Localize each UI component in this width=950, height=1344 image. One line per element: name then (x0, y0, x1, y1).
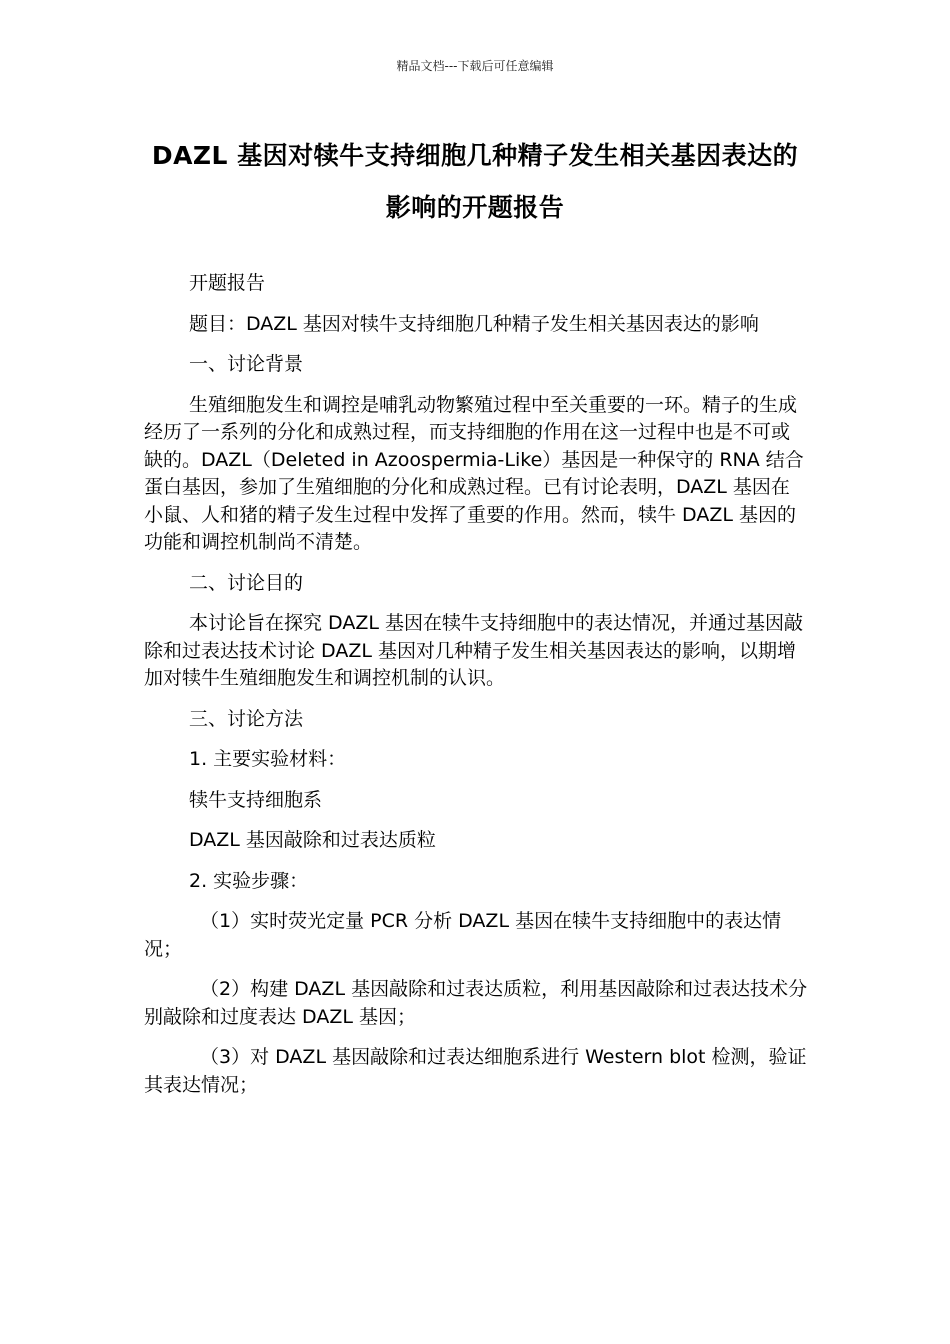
paragraph-topic: 题目：DAZL 基因对犊牛支持细胞几种精子发生相关基因表达的影响 (189, 312, 759, 335)
paragraph-material-cell-line: 犊牛支持细胞系 (189, 788, 323, 811)
document-body (144, 270, 808, 1112)
section-heading-background: 一、讨论背景 (189, 353, 304, 375)
document-title: DAZL 基因对犊牛支持细胞几种精子发生相关基因表达的影响的开题报告 (151, 141, 799, 222)
section-heading-methods: 三、讨论方法 (189, 707, 304, 730)
paragraph-purpose: 本讨论旨在探究 DAZL 基因在犊牛支持细胞中的表达情况，并通过基因敲除和过表达技术讨论 DAZL 基因对几种精子发生相关基因表达的影响，以期增加对犊牛生殖细胞发生和调控机制的认识。 (144, 612, 803, 689)
section-heading-purpose: 二、讨论目的 (189, 571, 304, 594)
paragraph-steps-heading: 2. 实验步骤： (189, 869, 309, 892)
paragraph-step-2: （2）构建 DAZL 基因敲除和过表达质粒，利用基因敲除和过表达技术分别敲除和过度表达 DAZL 基因； (144, 978, 808, 1028)
paragraph-step-3: （3）对 DAZL 基因敲除和过表达细胞系进行 Western blot 检测，验证其表达情况； (144, 1046, 807, 1096)
paragraph-step-1: （1）实时荧光定量 PCR 分析 DAZL 基因在犊牛支持细胞中的表达情况； (144, 910, 782, 960)
paragraph-background: 生殖细胞发生和调控是哺乳动物繁殖过程中至关重要的一环。精子的生成经历了一系列的分化和成熟过程，而支持细胞的作用在这一过程中也是不可或缺的。DAZL（Deleted in Azoospermia-Like）基因是一种保守的 RNA 结合蛋白基因，参加了生殖细胞的分化和成熟过程。已有讨论表明，DAZL 基因在小鼠、人和猪的精子发生过程中发挥了重要的作用。然而，犊牛 DAZL 基因的功能和调控机制尚不清楚。 (144, 393, 804, 553)
paragraph-report-label: 开题报告 (189, 272, 266, 294)
paragraph-materials-heading: 1. 主要实验材料： (189, 748, 347, 770)
page-header: 精品文档---下载后可任意编辑 (396, 59, 554, 73)
paragraph-material-plasmid: DAZL 基因敲除和过表达质粒 (189, 829, 436, 851)
